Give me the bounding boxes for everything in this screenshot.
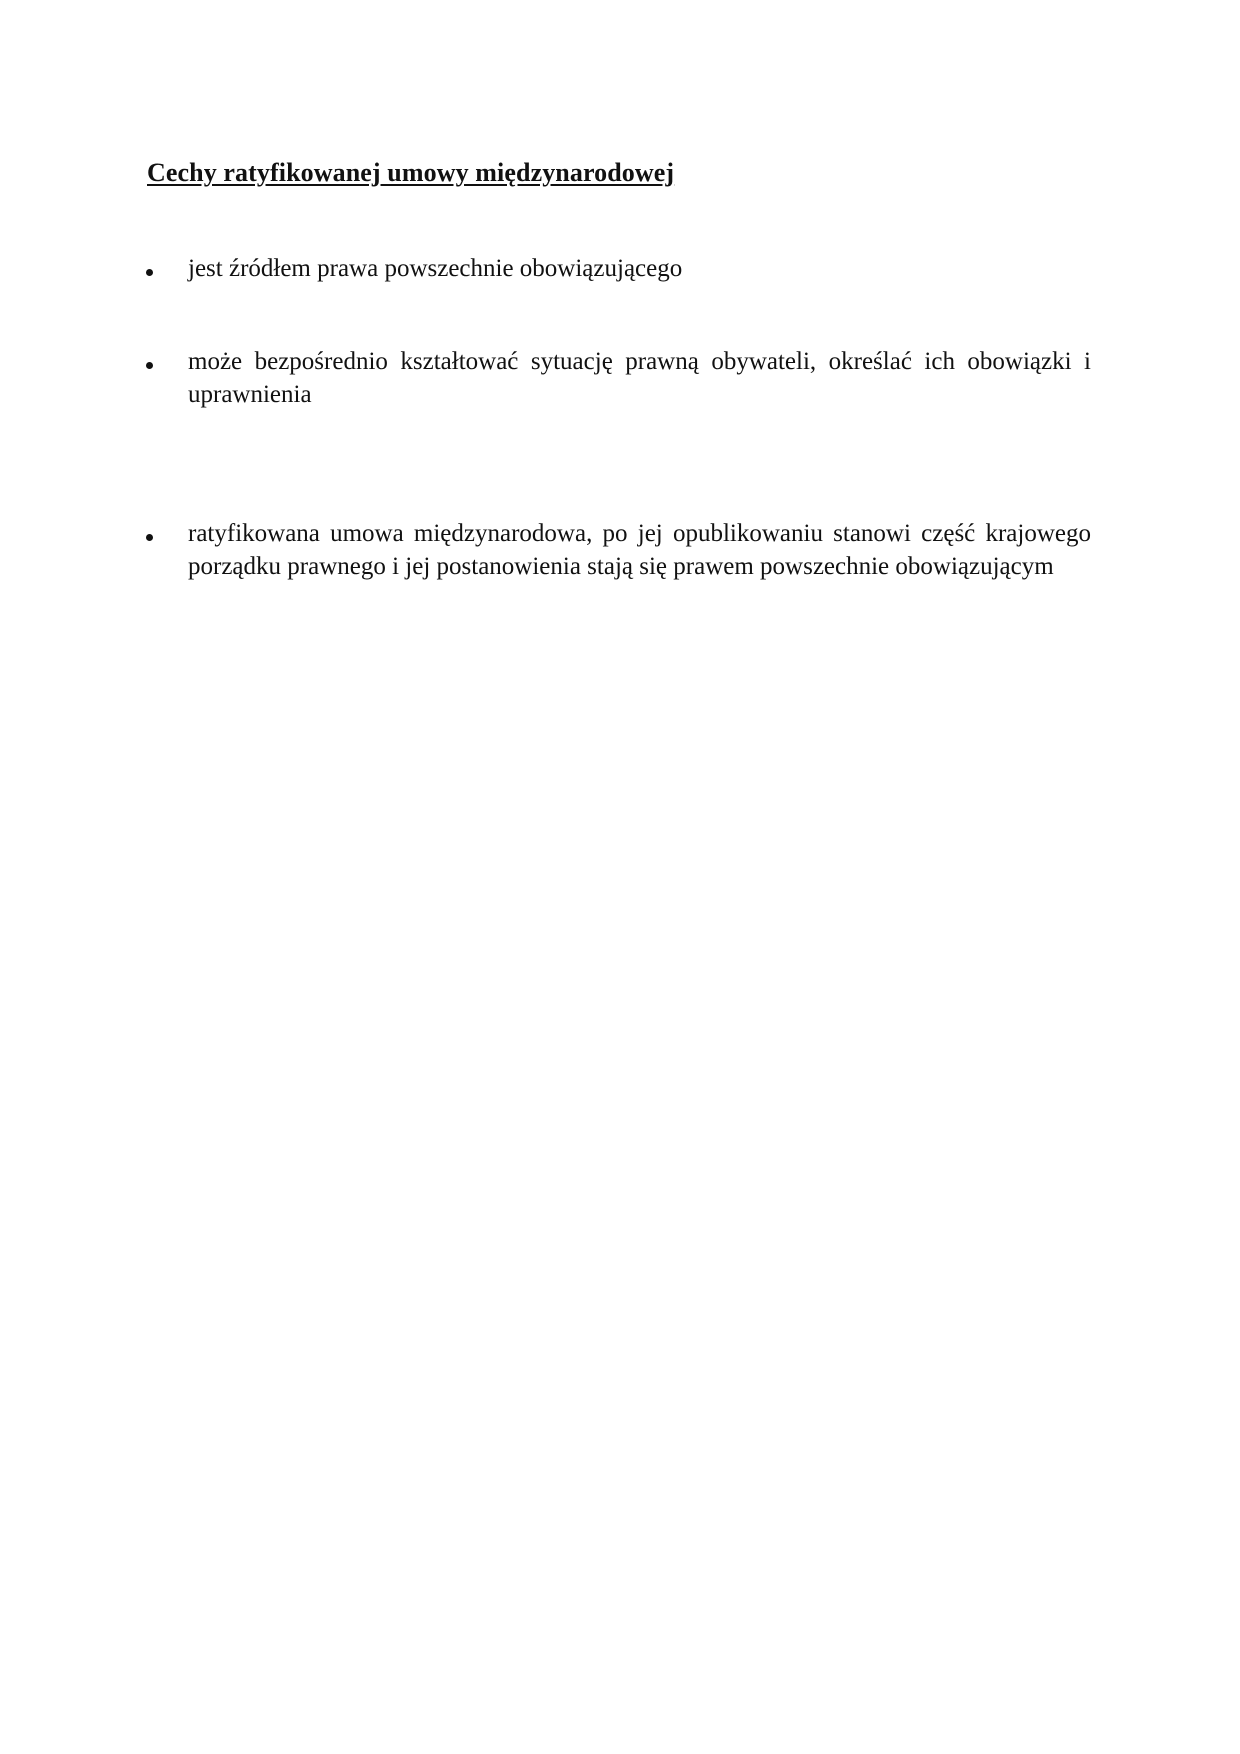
document-heading: Cechy ratyfikowanej umowy międzynarodowej — [147, 158, 675, 187]
list-item-text: ratyfikowana umowa międzynarodowa, po jej opublikowaniu stanowi część krajowego porządku prawnego i jej postanowienia stają się prawem powszechnie obowiązującym — [188, 520, 1091, 580]
bullet-icon — [146, 362, 153, 369]
list-item-text: jest źródłem prawa powszechnie obowiązującego — [188, 255, 683, 282]
bullet-icon — [146, 269, 153, 276]
bullet-icon — [146, 534, 153, 541]
list-item-text: może bezpośrednio kształtować sytuację prawną obywateli, określać ich obowiązki i uprawnienia — [188, 348, 1091, 408]
